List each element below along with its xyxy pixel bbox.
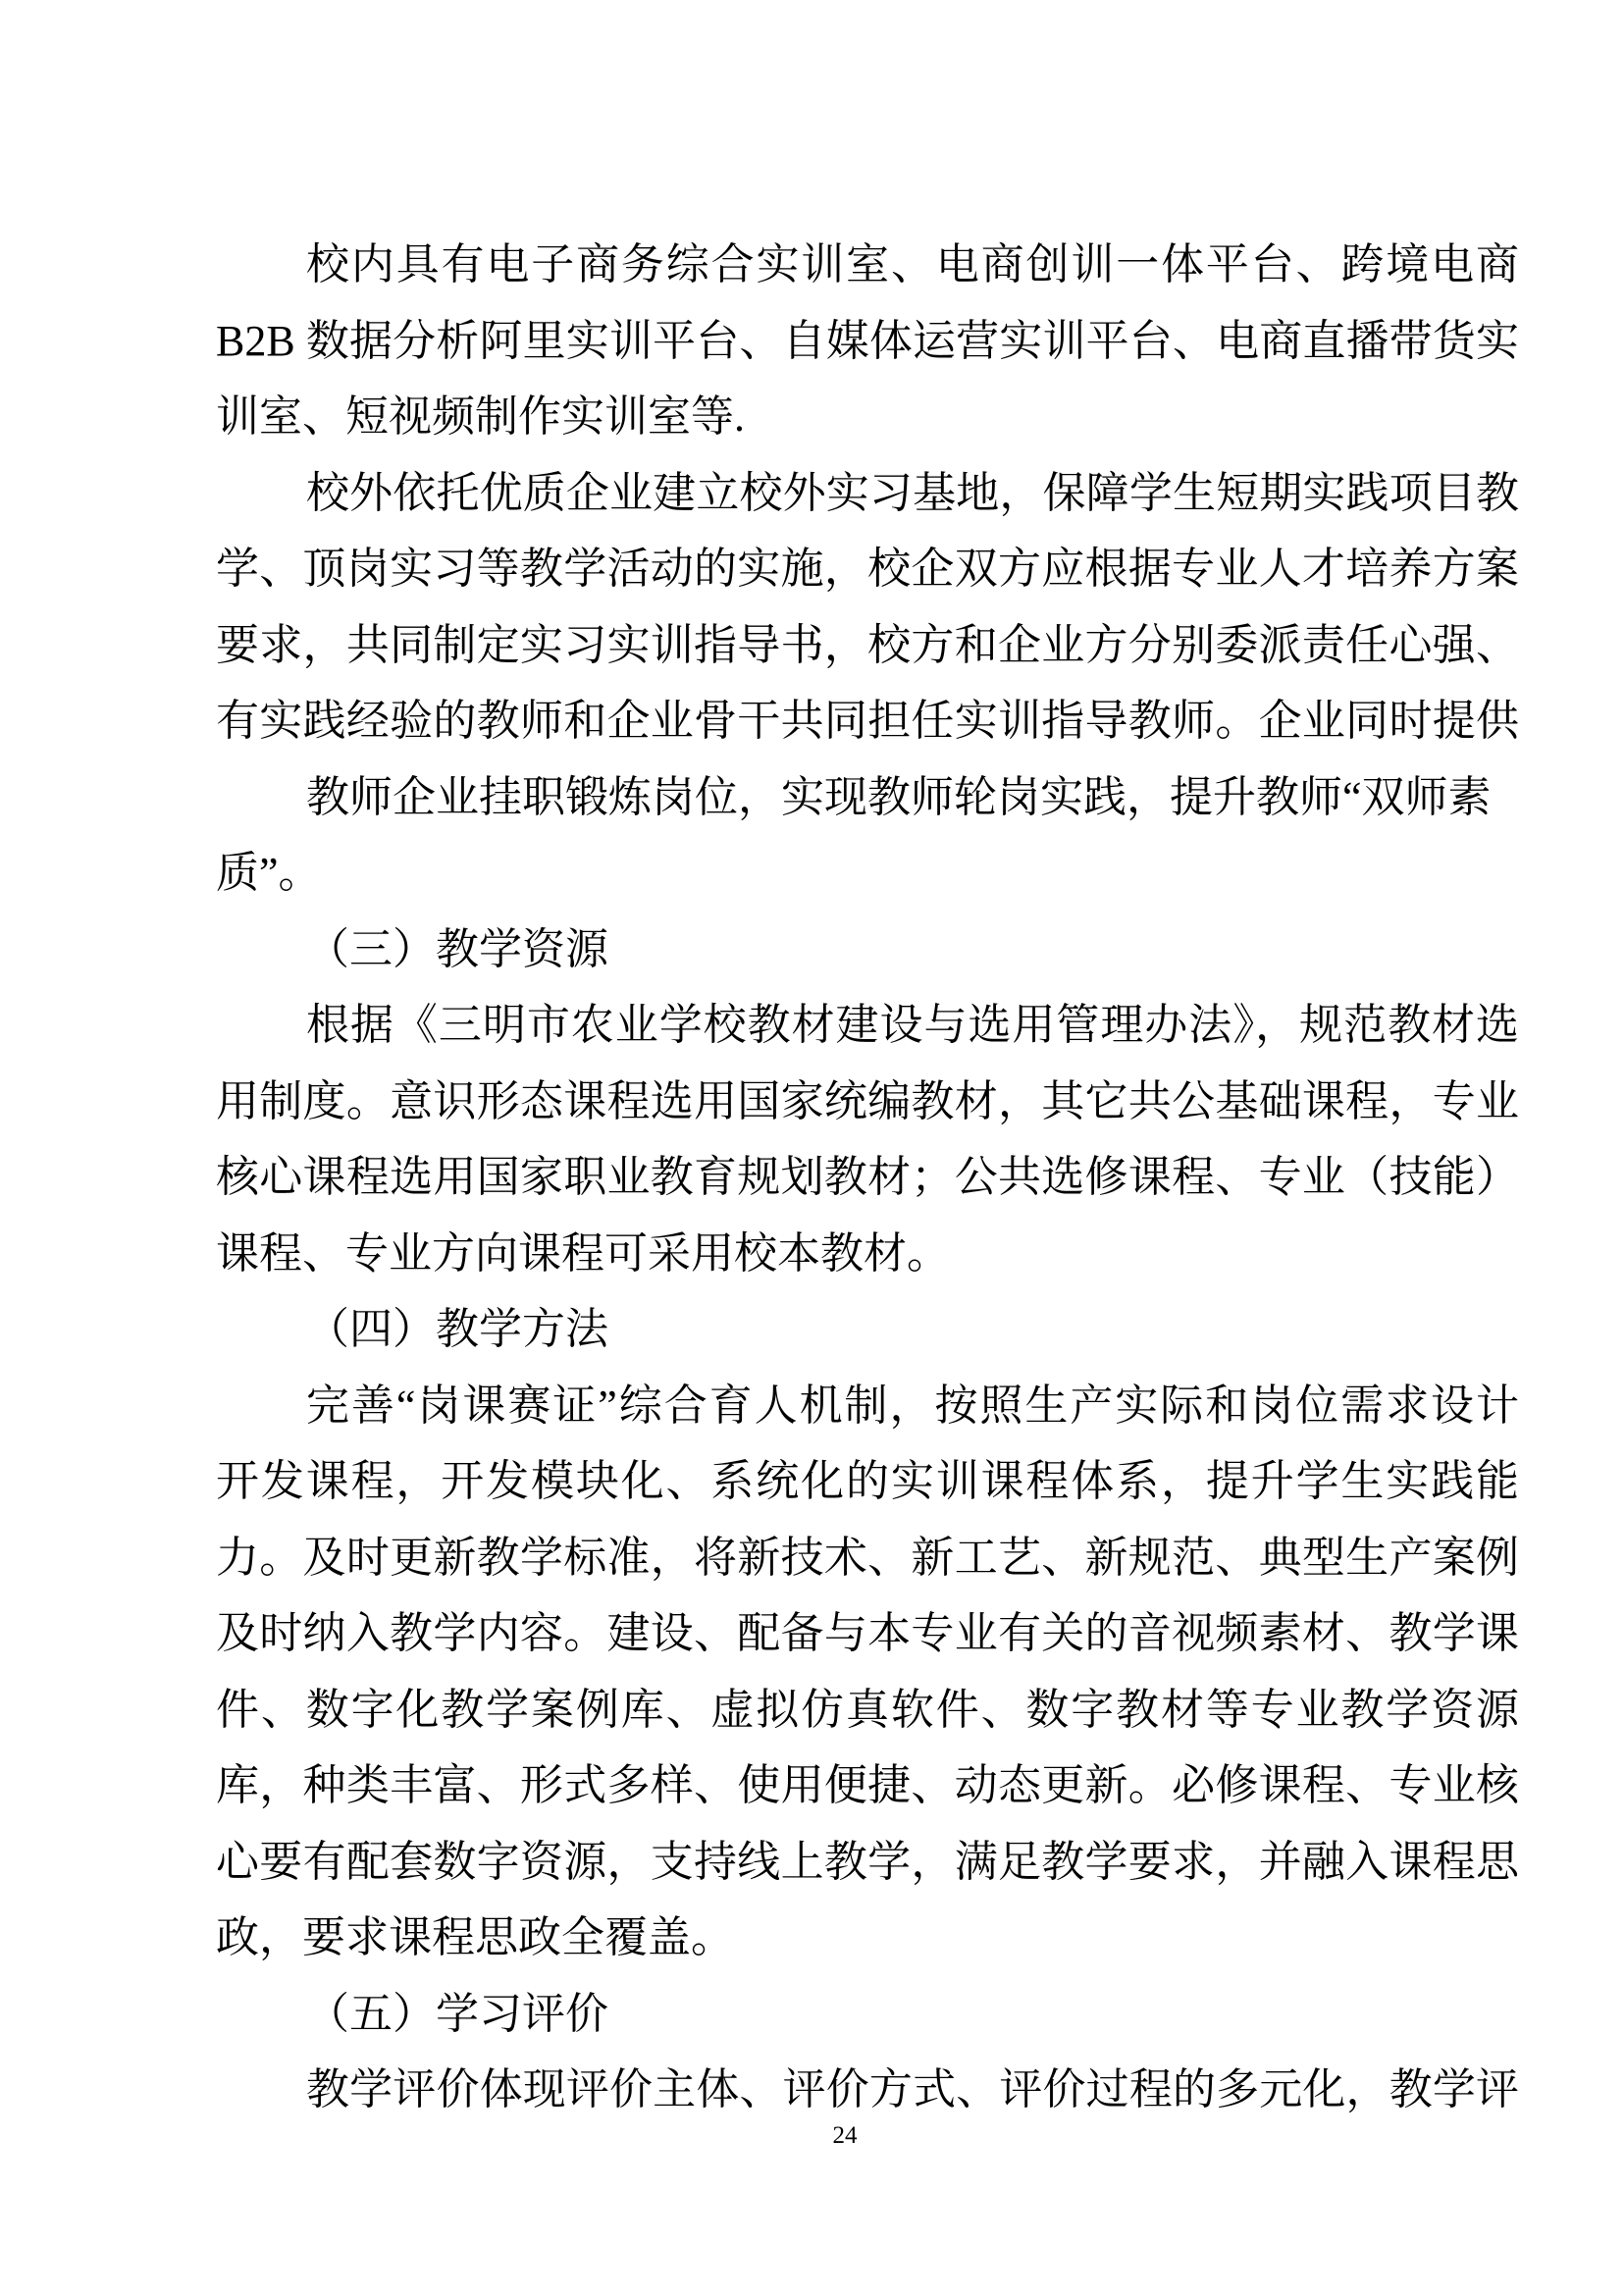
text-line: 政，要求课程思政全覆盖。: [216, 1913, 734, 1961]
text-line: 库，种类丰富、形式多样、使用便捷、动态更新。必修课程、专业核: [216, 1761, 1519, 1809]
text-line: 有实践经验的教师和企业骨干共同担任实训指导教师。企业同时提供: [216, 697, 1519, 745]
text-line: 要求，共同制定实习实训指导书，校方和企业方分别委派责任心强、: [216, 620, 1519, 669]
page-number: 24: [832, 2122, 858, 2149]
text-line: 心要有配套数字资源，支持线上教学，满足教学要求，并融入课程思: [216, 1837, 1519, 1886]
text-line: 开发课程，开发模块化、系统化的实训课程体系，提升学生实践能: [216, 1457, 1519, 1505]
section-heading: （四）教学方法: [306, 1305, 608, 1353]
text-line: 校外依托优质企业建立校外实习基地，保障学生短期实践项目教: [306, 468, 1519, 517]
text-line: 训室、短视频制作实训室等.: [216, 392, 745, 441]
text-line: 核心课程选用国家职业教育规划教材；公共选修课程、专业（技能）: [216, 1153, 1519, 1201]
text-line: 完善“岗课赛证”综合育人机制，按照生产实际和岗位需求设计: [306, 1381, 1519, 1430]
text-line: 用制度。意识形态课程选用国家统编教材，其它共公基础课程，专业: [216, 1076, 1519, 1125]
text-line: 教学评价体现评价主体、评价方式、评价过程的多元化，教学评: [306, 2065, 1519, 2113]
text-line: B2B 数据分析阿里实训平台、自媒体运营实训平台、电商直播带货实: [216, 316, 1519, 365]
text-line: 力。及时更新教学标准，将新技术、新工艺、新规范、典型生产案例: [216, 1533, 1519, 1582]
text-line: 学、顶岗实习等教学活动的实施，校企双方应根据专业人才培养方案: [216, 545, 1519, 593]
section-heading: （五）学习评价: [306, 1989, 608, 2038]
text-line: 质”。: [216, 849, 322, 897]
text-line: 校内具有电子商务综合实训室、电商创训一体平台、跨境电商: [306, 240, 1519, 288]
text-line: 及时纳入教学内容。建设、配备与本专业有关的音视频素材、教学课: [216, 1609, 1519, 1657]
section-heading: （三）教学资源: [306, 924, 608, 973]
text-line: 课程、专业方向课程可采用校本教材。: [216, 1228, 950, 1278]
text-line: 教师企业挂职锻炼岗位，实现教师轮岗实践，提升教师“双师素: [306, 772, 1492, 821]
document-body: [216, 227, 1519, 2128]
text-line: 根据《三明市农业学校教材建设与选用管理办法》，规范教材选: [306, 1001, 1519, 1049]
text-line: 件、数字化教学案例库、虚拟仿真软件、数字教材等专业教学资源: [216, 1685, 1519, 1734]
